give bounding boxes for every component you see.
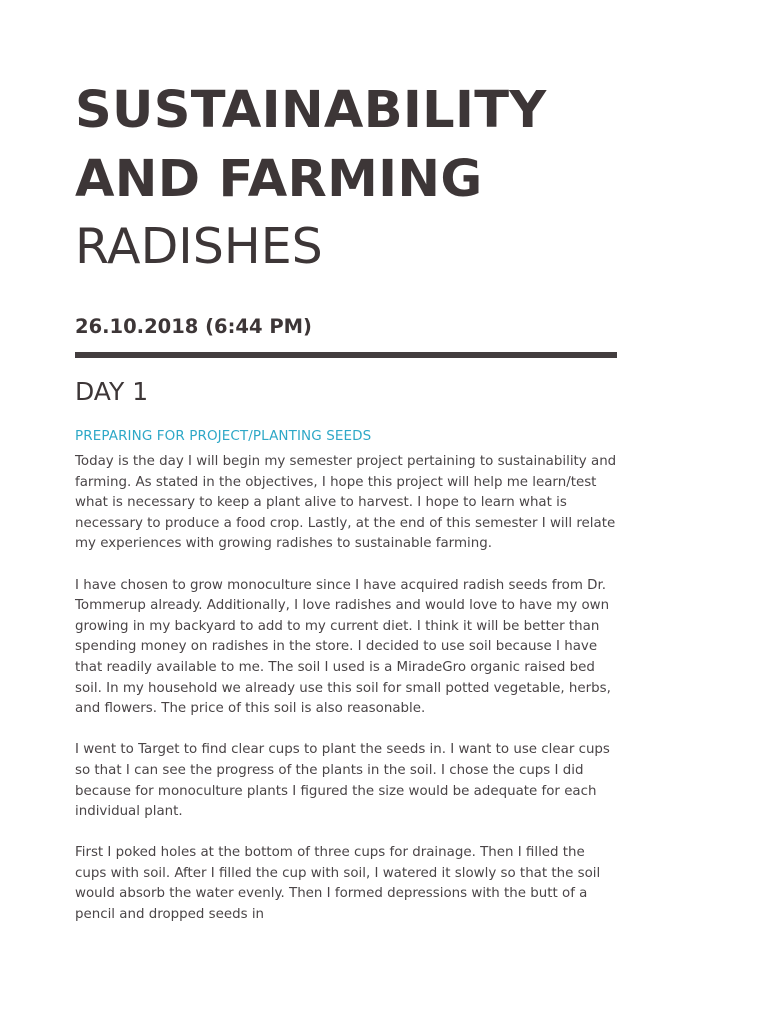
paragraph-1: Today is the day I will begin my semester project pertaining to sustainability and farming. As stated in the objectives, I hope this project will help me learn/test what is necessary to keep a plant alive to harvest. I hope to learn what is necessary to produce a food crop. Lastly, at the end of this semester I will relate my experiences with growing radishes to sustainable farming. <box>75 454 617 552</box>
title-line-1: SUSTAINABILITY <box>75 81 547 140</box>
paragraph-3: I went to Target to find clear cups to plant the seeds in. I want to use clear cups so that I can see the progress of the plants in the soil. I chose the cups I did because for monoculture plants I figured the size would be adequate for each individual plant. <box>75 742 610 820</box>
horizontal-divider <box>75 352 617 358</box>
entry-date: 26.10.2018 (6:44 PM) <box>75 315 312 338</box>
title-line-2: AND FARMING <box>75 150 483 209</box>
paragraph-4: First I poked holes at the bottom of three cups for drainage. Then I filled the cups with soil. After I filled the cup with soil, I watered it slowly so that the soil would absorb the water evenly. Then I formed depressions with the butt of a pencil and dropped seeds in <box>75 845 601 923</box>
body-text <box>75 452 620 926</box>
day-heading: DAY 1 <box>75 377 149 406</box>
document-content <box>75 76 620 926</box>
subtitle: RADISHES <box>75 218 323 275</box>
section-heading: PREPARING FOR PROJECT/PLANTING SEEDS <box>75 428 372 444</box>
paragraph-2: I have chosen to grow monoculture since I have acquired radish seeds from Dr. Tommerup already. Additionally, I love radishes and would love to have my own growing in my backyard to add to my current diet. I think it will be better than spending money on radishes in the store. I decided to use soil because I have that readily available to me. The soil I used is a MiradeGro organic raised bed soil. In my household we already use this soil for small potted vegetable, herbs, and flowers. The price of this soil is also reasonable. <box>75 577 611 717</box>
